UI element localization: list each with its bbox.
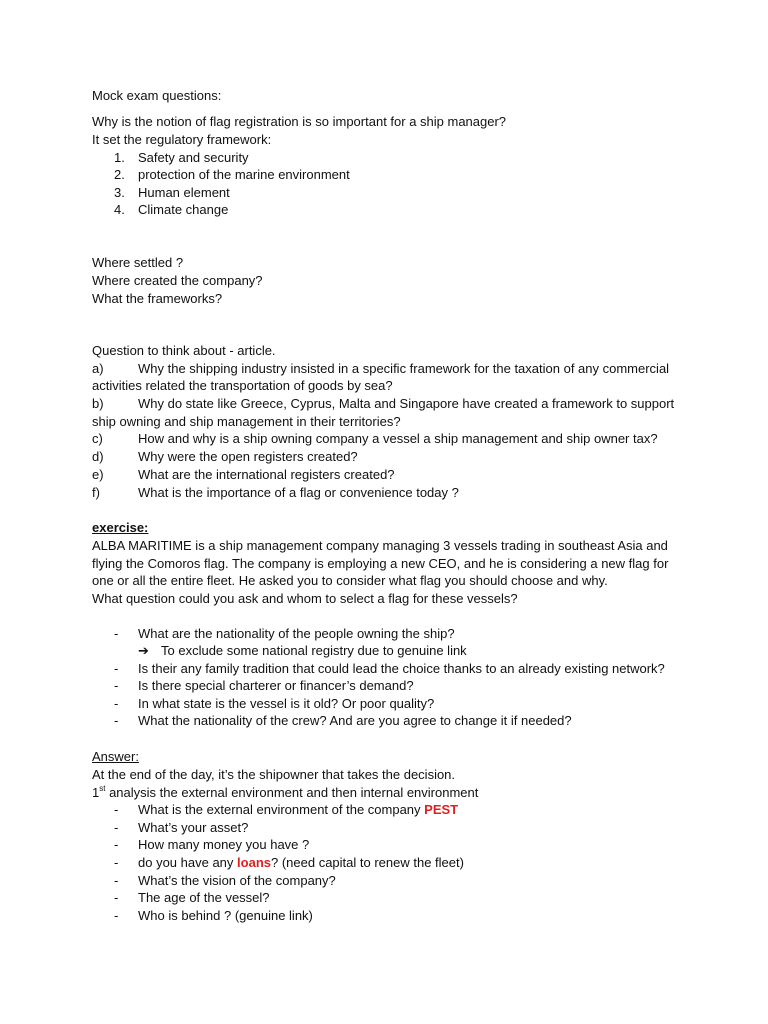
exercise-paragraph-line: flying the Comoros flag. The company is employing a new CEO, and he is considering a new flag for [92, 556, 669, 571]
exercise-question: Is their any family tradition that could lead the choice thanks to an already existing network? [138, 661, 665, 676]
bullet-dash: - [114, 855, 119, 870]
bullet-dash: - [114, 678, 119, 693]
answer-item-text: What is the external environment of the company [138, 802, 425, 817]
answer-line [92, 784, 478, 801]
bullet-dash: - [114, 713, 119, 728]
article-question-a-cont: activities related the transportation of goods by sea? [92, 378, 393, 393]
where-line: Where created the company? [92, 273, 263, 288]
list-item-number: 3. [114, 185, 125, 200]
exercise-paragraph-line: one or all the entire fleet. He asked you to consider what flag you should choose and why. [92, 573, 608, 588]
list-item: Climate change [138, 202, 229, 217]
article-question-a: Why the shipping industry insisted in a specific framework for the taxation of any commercial [138, 361, 670, 376]
highlight-term: loans [237, 855, 271, 870]
bullet-dash: - [114, 661, 119, 676]
answer-item-text: do you have any [138, 855, 238, 870]
bullet-dash: - [114, 820, 119, 835]
answer-heading: Answer: [92, 749, 139, 764]
article-question-d: Why were the open registers created? [138, 449, 358, 464]
exercise-paragraph-line: What question could you ask and whom to select a flag for these vessels? [92, 591, 518, 606]
answer-item: What’s the vision of the company? [138, 873, 336, 888]
bullet-dash: - [114, 890, 119, 905]
answer-line: At the end of the day, it’s the shipowner that takes the decision. [92, 767, 456, 782]
answer-item: How many money you have ? [138, 837, 310, 852]
answer-item: Who is behind ? (genuine link) [138, 908, 313, 923]
answer-ordinal-suffix: st [99, 784, 106, 793]
answer-line-text: analysis the external environment and then internal environment [105, 785, 479, 800]
article-question-b-cont: ship owning and ship management in their territories? [92, 414, 401, 429]
answer-item: The age of the vessel? [138, 890, 270, 905]
arrow-right-icon: ➔ [138, 643, 149, 658]
article-label-a: a) [92, 361, 104, 376]
list-item-number: 2. [114, 167, 125, 182]
exercise-question: In what state is the vessel is it old? Or poor quality? [138, 696, 435, 711]
list-item: protection of the marine environment [138, 167, 350, 182]
bullet-dash: - [114, 908, 119, 923]
doc-title: Mock exam questions: [92, 88, 222, 103]
highlight-term: PEST [424, 802, 459, 817]
list-item-number: 4. [114, 202, 125, 217]
bullet-dash: - [114, 802, 119, 817]
exercise-question: Is there special charterer or financer’s demand? [138, 678, 414, 693]
q1-question: Why is the notion of flag registration is so important for a ship manager? [92, 114, 507, 129]
article-label-e: e) [92, 467, 104, 482]
bullet-dash: - [114, 837, 119, 852]
answer-item [138, 801, 458, 818]
exercise-heading: exercise: [92, 520, 149, 535]
answer-ordinal: 1 [92, 785, 100, 800]
where-line: What the frameworks? [92, 291, 223, 306]
q1-answer-intro: It set the regulatory framework: [92, 132, 272, 147]
bullet-dash: - [114, 873, 119, 888]
exercise-paragraph-line: ALBA MARITIME is a ship management company managing 3 vessels trading in southeast Asia and [92, 538, 668, 553]
answer-item-text: ? (need capital to renew the fleet) [271, 855, 464, 870]
article-label-c: c) [92, 431, 103, 446]
article-question-e: What are the international registers created? [138, 467, 395, 482]
article-question-f: What is the importance of a flag or convenience today ? [138, 485, 459, 500]
article-heading: Question to think about - article. [92, 343, 276, 358]
list-item: Human element [138, 185, 230, 200]
exercise-question: What the nationality of the crew? And are you agree to change it if needed? [138, 713, 572, 728]
article-question-c: How and why is a ship owning company a vessel a ship management and ship owner tax? [138, 431, 658, 446]
bullet-dash: - [114, 696, 119, 711]
list-item-number: 1. [114, 150, 125, 165]
article-label-f: f) [92, 485, 100, 500]
article-label-d: d) [92, 449, 104, 464]
where-line: Where settled ? [92, 255, 184, 270]
article-question-b: Why do state like Greece, Cyprus, Malta and Singapore have created a framework to support [138, 396, 675, 411]
exercise-question: What are the nationality of the people owning the ship? [138, 626, 455, 641]
answer-item [138, 854, 464, 871]
bullet-dash: - [114, 626, 119, 641]
answer-item: What’s your asset? [138, 820, 249, 835]
list-item: Safety and security [138, 150, 249, 165]
exercise-sub-point: To exclude some national registry due to genuine link [161, 643, 467, 658]
article-label-b: b) [92, 396, 104, 411]
